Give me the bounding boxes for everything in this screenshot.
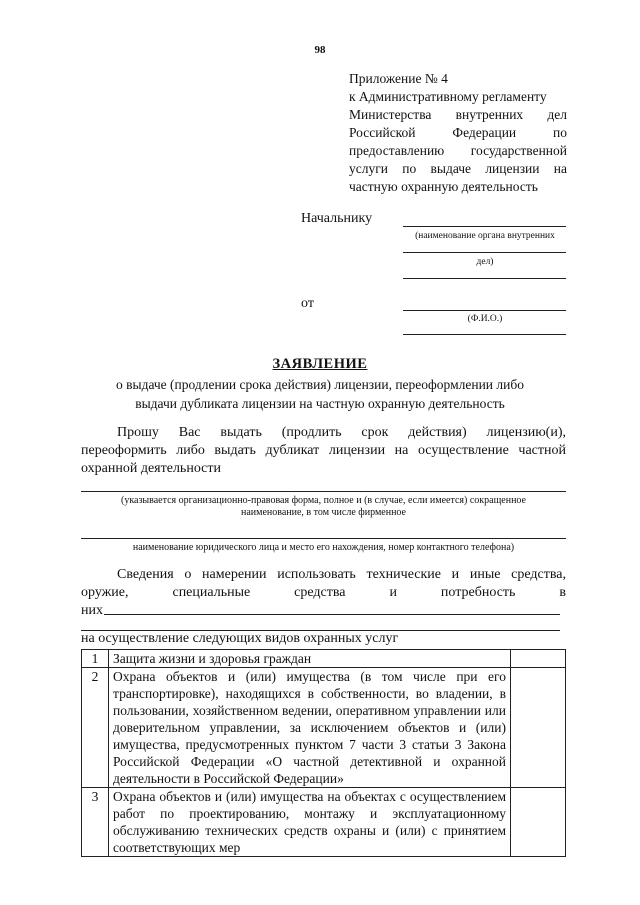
to-caption: (наименование органа внутренних <box>415 231 555 241</box>
from-field-line <box>403 334 566 335</box>
to-field-line <box>403 226 566 227</box>
intent-line: оружие, специальные средства и потребность в <box>81 585 566 600</box>
intent-paragraph <box>81 566 566 620</box>
table-row <box>82 668 566 788</box>
table-row <box>82 650 566 668</box>
intent-field-line <box>104 614 560 615</box>
org-field-line <box>81 491 566 492</box>
legal-field-line <box>81 538 566 539</box>
legal-caption: наименование юридического лица и место его нахождения, номер контактного телефона) <box>132 542 515 553</box>
service-number: 2 <box>82 668 109 788</box>
services-heading: на осуществление следующих видов охранных услуг <box>81 631 399 646</box>
request-line: охранной деятельности <box>81 461 221 476</box>
appendix-line: предоставлению государственной <box>349 143 567 158</box>
org-caption: (указывается организационно-правовая форма, полное и (в случае, если имеется) сокращенное <box>121 495 526 506</box>
page-number: 98 <box>314 44 326 56</box>
service-text: Охрана объектов и (или) имущества на объектах с осуществлением работ по проектированию, монтажу и эксплуатационному обслуживанию технических средств охраны и (или) с принятием соответствующих мер <box>109 788 511 857</box>
service-number: 3 <box>82 788 109 857</box>
from-field-line <box>403 310 566 311</box>
document-subtitle <box>60 375 580 413</box>
service-mark-cell[interactable] <box>511 668 566 788</box>
appendix-line: к Административному регламенту <box>349 89 547 104</box>
subtitle-line: выдачи дубликата лицензии на частную охранную деятельность <box>135 396 505 411</box>
appendix-line: частную охранную деятельность <box>349 179 538 194</box>
intent-line: них <box>81 603 103 618</box>
appendix-line: услуги по выдаче лицензии на <box>349 161 567 176</box>
appendix-block <box>349 70 567 196</box>
service-text: Охрана объектов и (или) имущества (в том числе при его транспортировке), находящихся в собственности, во владении, в пользовании, хозяйственном ведении, оперативном управлении или доверительном управлении, за исключением объектов и (или) имущества, предусмотренных пунктом 7 части 3 статьи 3 Закона Российской Федерации «О частной детективной и охранной деятельности в Российской Федерации» <box>109 668 511 788</box>
intent-line: Сведения о намерении использовать технические и иные средства, <box>117 567 566 582</box>
service-mark-cell[interactable] <box>511 650 566 668</box>
from-caption: (Ф.И.О.) <box>467 314 503 324</box>
request-line: Прошу Вас выдать (продлить срок действия) лицензию(и), <box>117 425 566 440</box>
service-mark-cell[interactable] <box>511 788 566 857</box>
org-caption: наименование, в том числе фирменное <box>241 507 406 518</box>
service-number: 1 <box>82 650 109 668</box>
to-label: Начальнику <box>301 211 373 226</box>
service-text: Защита жизни и здоровья граждан <box>109 650 511 668</box>
table-row <box>82 788 566 857</box>
services-table <box>81 649 566 857</box>
appendix-title: Приложение № 4 <box>349 71 448 86</box>
appendix-line: Министерства внутренних дел <box>349 107 567 122</box>
document-title: ЗАЯВЛЕНИЕ <box>272 356 368 372</box>
request-line: переоформить либо выдать дубликат лицензии на осуществление частной <box>81 443 566 458</box>
appendix-line: Российской Федерации по <box>349 125 567 140</box>
subtitle-line: о выдаче (продлении срока действия) лицензии, переоформлении либо <box>116 377 524 392</box>
request-paragraph <box>81 424 566 478</box>
to-field-line <box>403 252 566 253</box>
to-field-line <box>403 278 566 279</box>
from-label: от <box>301 296 314 311</box>
to-caption: дел) <box>476 257 494 267</box>
